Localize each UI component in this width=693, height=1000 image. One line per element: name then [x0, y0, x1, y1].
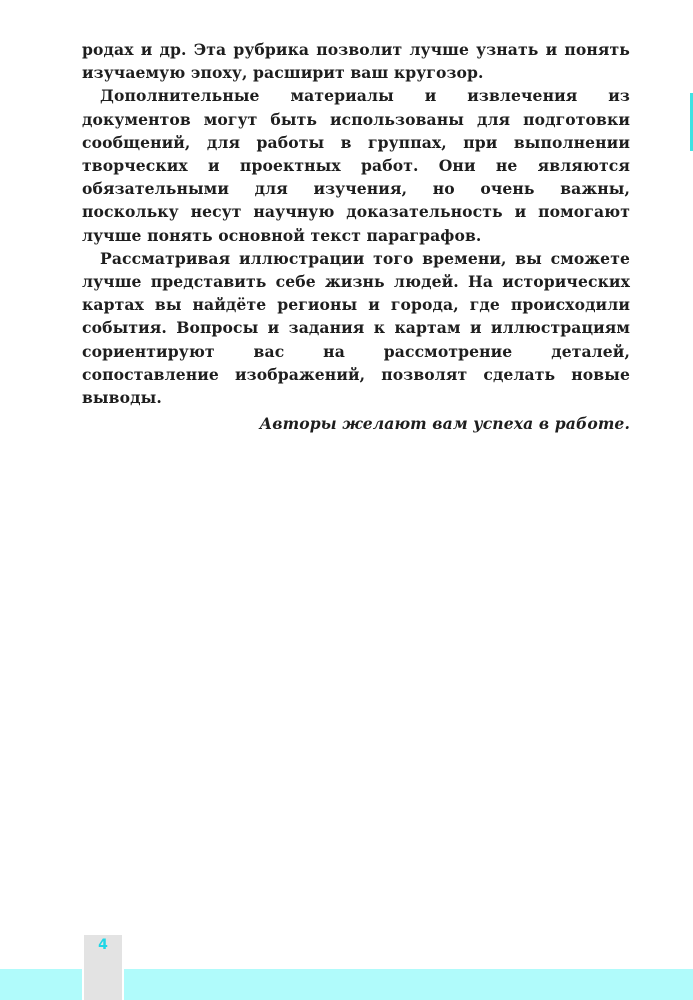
paragraph-2: Дополнительные материалы и извлечения из документов могут быть использованы для подготовки сообщений, для работы в группах, при выполнении творческих и проектных работ. Они не являются обязательными для изучения, но очень важны, поскольку несут научную доказательность и помогают лучше понять основной текст параграфов. [82, 86, 630, 245]
page-body [82, 38, 630, 435]
authors-signature: Авторы желают вам успеха в работе. [259, 414, 630, 434]
paragraph-3: Рассматривая иллюстрации того времени, вы сможете лучше представить себе жизнь людей. На исторических картах вы найдёте регионы и города, где происходили события. Вопросы и задания к картам и иллюстрациям сориентируют вас на рассмотрение деталей, сопоставление изображений, позволят сделать новые выводы. [82, 248, 630, 408]
page-number: 4 [98, 937, 108, 953]
paragraph-1: родах и др. Эта рубрика позволит лучше узнать и понять изучаемую эпоху, расширит ваш кругозор. [82, 40, 630, 83]
page-number-tab [82, 935, 124, 1000]
